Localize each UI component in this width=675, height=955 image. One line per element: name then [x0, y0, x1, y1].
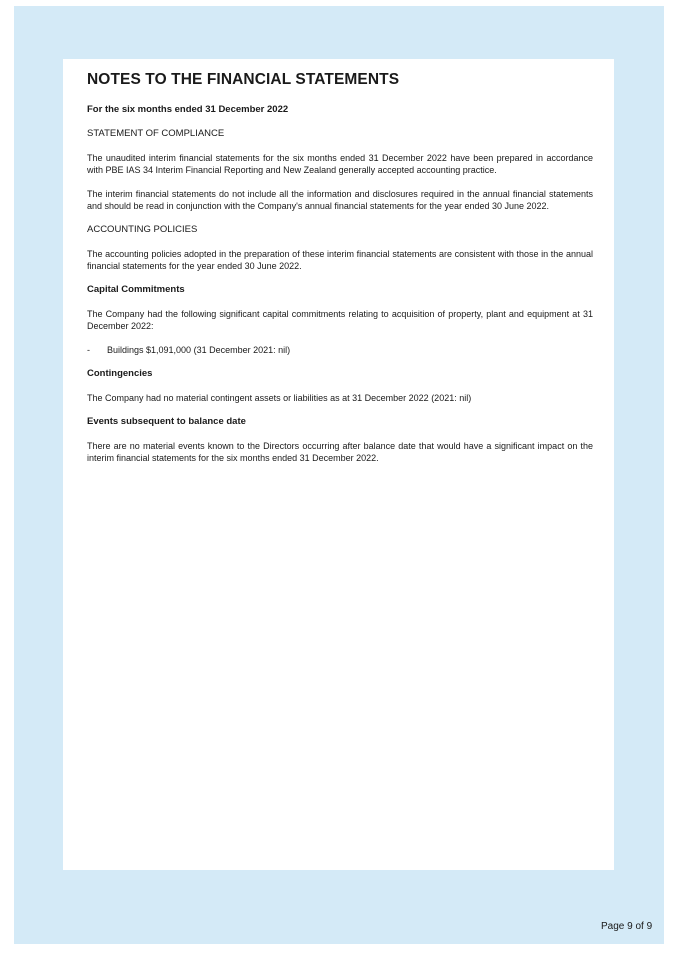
commitments-bullet — [87, 344, 593, 356]
bullet-text: Buildings $1,091,000 (31 December 2021: nil) — [107, 345, 291, 355]
bullet-marker: - — [87, 345, 90, 355]
contingencies-heading: Contingencies — [87, 368, 153, 379]
policies-heading: ACCOUNTING POLICIES — [87, 224, 198, 235]
commitments-heading: Capital Commitments — [87, 284, 185, 295]
page-number: Page 9 of 9 — [601, 921, 653, 932]
page-title: NOTES TO THE FINANCIAL STATEMENTS — [87, 71, 400, 88]
contingencies-paragraph: The Company had no material contingent assets or liabilities as at 31 December 2022 (2021: nil) — [87, 393, 472, 403]
events-paragraph: There are no material events known to the Directors occurring after balance date that would have a significant impact on the interim financial statements for the six months ended 31 December 2022. — [87, 441, 593, 463]
compliance-paragraph-1: The unaudited interim financial statements for the six months ended 31 December 2022 have been prepared in accordance with PBE IAS 34 Interim Financial Reporting and New Zealand generally accepted accounting practice. — [87, 153, 593, 175]
commitments-paragraph: The Company had the following significant capital commitments relating to acquisition of property, plant and equipment at 31 December 2022: — [87, 309, 593, 331]
notes-content — [87, 70, 593, 464]
policies-paragraph: The accounting policies adopted in the preparation of these interim financial statements are consistent with those in the annual financial statements for the year ended 30 June 2022. — [87, 249, 593, 271]
period-subtitle: For the six months ended 31 December 2022 — [87, 104, 289, 115]
compliance-paragraph-2: The interim financial statements do not include all the information and disclosures required in the annual financial statements and should be read in conjunction with the Company's annual financial statements for the year ended 30 June 2022. — [87, 189, 593, 211]
events-heading: Events subsequent to balance date — [87, 416, 246, 427]
compliance-heading: STATEMENT OF COMPLIANCE — [87, 128, 225, 139]
